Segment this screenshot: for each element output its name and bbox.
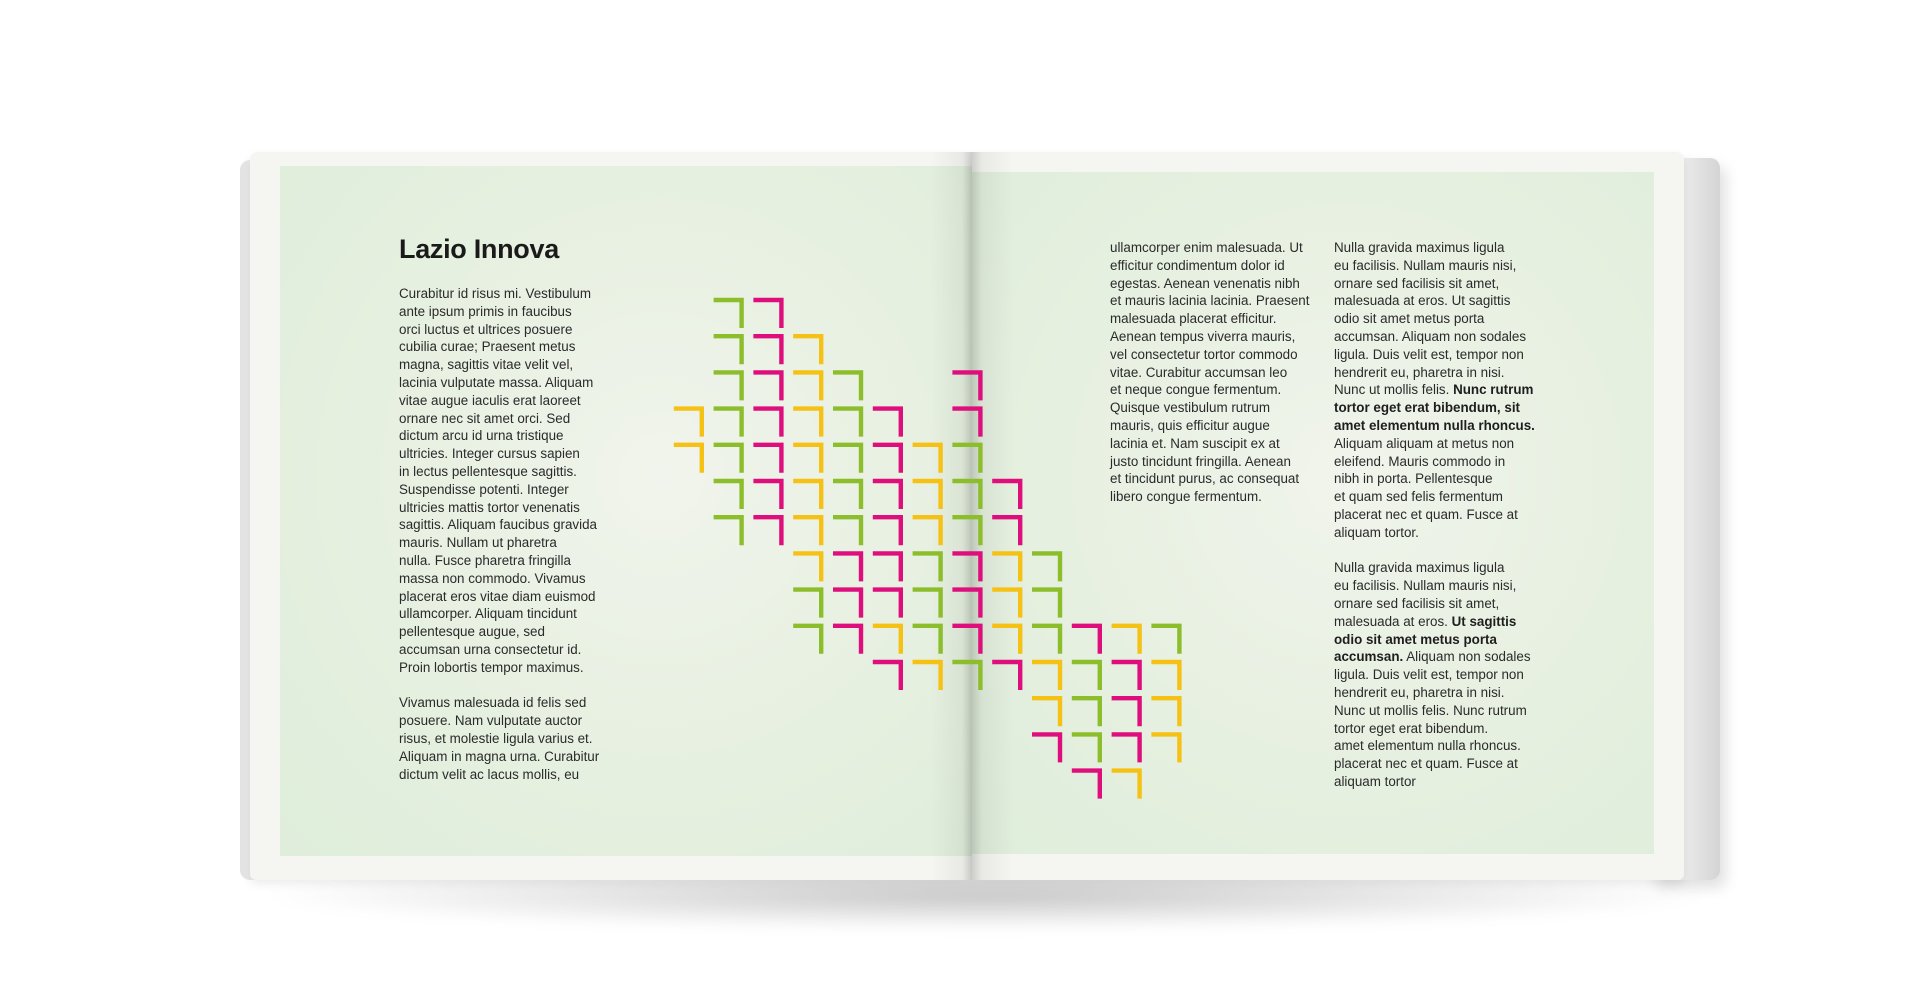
chevron-mark [793, 626, 821, 654]
chevron-mark [913, 445, 941, 473]
chevron-mark [873, 626, 901, 654]
chevron-mark [992, 481, 1020, 509]
chevron-mark [714, 481, 742, 509]
text-run: Nulla gravida maximus ligula eu facilisis. Nullam mauris nisi, ornare sed facilisis sit amet, malesuada at eros. Ut sagittis odio sit amet metus porta accumsan. Aliquam non sodales ligula. Duis velit est, tempor non hendrerit eu, pharetra in nisi. Nunc ut mollis felis. [1334, 240, 1527, 398]
chevron-mark [1112, 698, 1140, 726]
chevron-mark [793, 445, 821, 473]
chevron-mark [913, 517, 941, 545]
chevron-mark [873, 481, 901, 509]
chevron-mark [1072, 626, 1100, 654]
chevron-mark [714, 372, 742, 400]
chevron-mark [753, 517, 781, 545]
chevron-mark [833, 481, 861, 509]
bold-text-run: Nunc rutrum tortor eget erat bibendum, sit amet elementum nulla rhoncus. [1334, 382, 1535, 433]
chevron-mark [1151, 626, 1179, 654]
chevron-mark [913, 590, 941, 618]
chevron-mark [992, 553, 1020, 581]
chevron-mark [952, 662, 980, 690]
chevron-mark [1072, 662, 1100, 690]
chevron-mark [992, 590, 1020, 618]
chevron-mark [833, 626, 861, 654]
chevron-mark [674, 409, 702, 437]
paragraph [399, 694, 624, 783]
chevron-mark [833, 445, 861, 473]
chevron-mark [992, 662, 1020, 690]
chevron-mark [952, 517, 980, 545]
chevron-mark [1032, 734, 1060, 762]
chevron-mark [873, 553, 901, 581]
bold-text-run: Ut sagittis odio sit amet metus porta accumsan. [1334, 613, 1517, 665]
chevron-mark [714, 517, 742, 545]
chevron-mark [714, 445, 742, 473]
text-run: Vivamus malesuada id felis sed posuere. Nam vulputate auctor risus, et molestie ligula varius et. Aliquam in magna urna. Curabitur dictum velit ac lacus mollis, eu [399, 695, 600, 782]
chevron-mark [992, 517, 1020, 545]
chevron-mark [1032, 553, 1060, 581]
chevron-mark [952, 481, 980, 509]
chevron-mark [793, 336, 821, 364]
chevron-mark [793, 590, 821, 618]
chevron-mark [753, 336, 781, 364]
paragraph [1334, 559, 1549, 790]
chevron-mark [873, 590, 901, 618]
chevron-mark [833, 517, 861, 545]
chevron-mark [913, 626, 941, 654]
chevron-mark [793, 517, 821, 545]
chevron-mark [992, 626, 1020, 654]
chevron-mark [753, 409, 781, 437]
page-title: Lazio Innova [399, 234, 559, 264]
text-run: Aliquam non sodales ligula. Duis velit est, tempor non hendrerit eu, pharetra in nisi. Nunc ut mollis felis. Nunc rutrum tortor eget erat bibendum. amet elementum nulla rhoncus. placerat nec et quam. Fusce at aliquam tortor [1334, 649, 1531, 789]
chevron-mark [793, 409, 821, 437]
chevron-mark [753, 300, 781, 328]
chevron-mark [1112, 771, 1140, 799]
chevron-mark [952, 372, 980, 400]
chevron-mark [873, 662, 901, 690]
text-run: Aliquam aliquam at metus non eleifend. Mauris commodo in nibh in porta. Pellentesque et quam sed felis fermentum placerat nec et quam. Fusce at aliquam tortor. [1334, 435, 1518, 540]
chevron-mark [793, 481, 821, 509]
chevron-mark [952, 553, 980, 581]
chevron-mark [952, 409, 980, 437]
text-run: ullamcorper enim malesuada. Ut efficitur condimentum dolor id egestas. Aenean venenatis nibh et mauris lacinia lacinia. Praesent malesuada placerat efficitur. Aenean tempus viverra mauris, vel consectetur tortor commodo vitae. Curabitur accumsan leo et neque congue fermentum. Quisque vestibulum rutrum mauris, quis efficitur augue lacinia et. Nam suscipit ex at justo tincidunt fringilla. Aenean et tincidunt purus, ac consequat libero congue fermentum. [1110, 240, 1310, 505]
chevron-mark [753, 445, 781, 473]
chevron-mark [1112, 734, 1140, 762]
chevron-mark [1032, 698, 1060, 726]
chevron-mark [1112, 662, 1140, 690]
chevron-mark [1032, 662, 1060, 690]
chevron-mark [833, 409, 861, 437]
text-run: Nulla gravida maximus ligula eu facilisis. Nullam mauris nisi, ornare sed facilisis sit amet, malesuada at eros. [1334, 560, 1517, 629]
chevron-mark [833, 553, 861, 581]
paragraph [399, 285, 624, 677]
chevron-mark [952, 626, 980, 654]
chevron-mark [793, 372, 821, 400]
chevron-mark [833, 590, 861, 618]
chevron-mark [714, 300, 742, 328]
chevron-mark [1032, 626, 1060, 654]
left-text-column [399, 285, 624, 801]
text-run: Curabitur id risus mi. Vestibulum ante ipsum primis in faucibus orci luctus et ultrices posuere cubilia curae; Praesent metus magna, sagittis vitae velit vel, lacinia vulputate massa. Aliquam vitae augue iaculis erat laoreet ornare nec sit amet orci. Sed dictum arcu id urna tristique ultricies. Integer cursus sapien in lectus pellentesque sagittis. Suspendisse potenti. Integer ultricies mattis tortor venenatis sagittis. Aliquam faucibus gravida mauris. Nullam ut pharetra nulla. Fusce pharetra fringilla massa non commodo. Vivamus placerat eros vitae diam euismod ullamcorper. Aliquam tincidunt pellentesque augue, sed accumsan urna consectetur id. Proin lobortis tempor maximus. [399, 286, 597, 675]
chevron-mark [1072, 698, 1100, 726]
chevron-mark [1151, 662, 1179, 690]
chevron-mark [1151, 698, 1179, 726]
chevron-mark [793, 553, 821, 581]
right-text-column [1334, 239, 1549, 809]
chevron-mark [1112, 626, 1140, 654]
chevron-mark [753, 372, 781, 400]
chevron-mark [714, 336, 742, 364]
chevron-mark [674, 445, 702, 473]
chevron-mark [714, 409, 742, 437]
chevron-mark [753, 481, 781, 509]
chevron-mark [873, 445, 901, 473]
chevron-mark [833, 372, 861, 400]
chevron-mark [913, 553, 941, 581]
chevron-mark [1032, 590, 1060, 618]
chevron-mark [913, 662, 941, 690]
chevron-mark [952, 590, 980, 618]
paragraph [1110, 239, 1325, 506]
chevron-mark [1151, 734, 1179, 762]
chevron-mark [873, 517, 901, 545]
paragraph [1334, 239, 1549, 542]
chevron-mark [952, 445, 980, 473]
chevron-mark [913, 481, 941, 509]
middle-text-column [1110, 239, 1325, 524]
chevron-mark [873, 409, 901, 437]
chevron-mark [1072, 734, 1100, 762]
chevron-mark [1072, 771, 1100, 799]
